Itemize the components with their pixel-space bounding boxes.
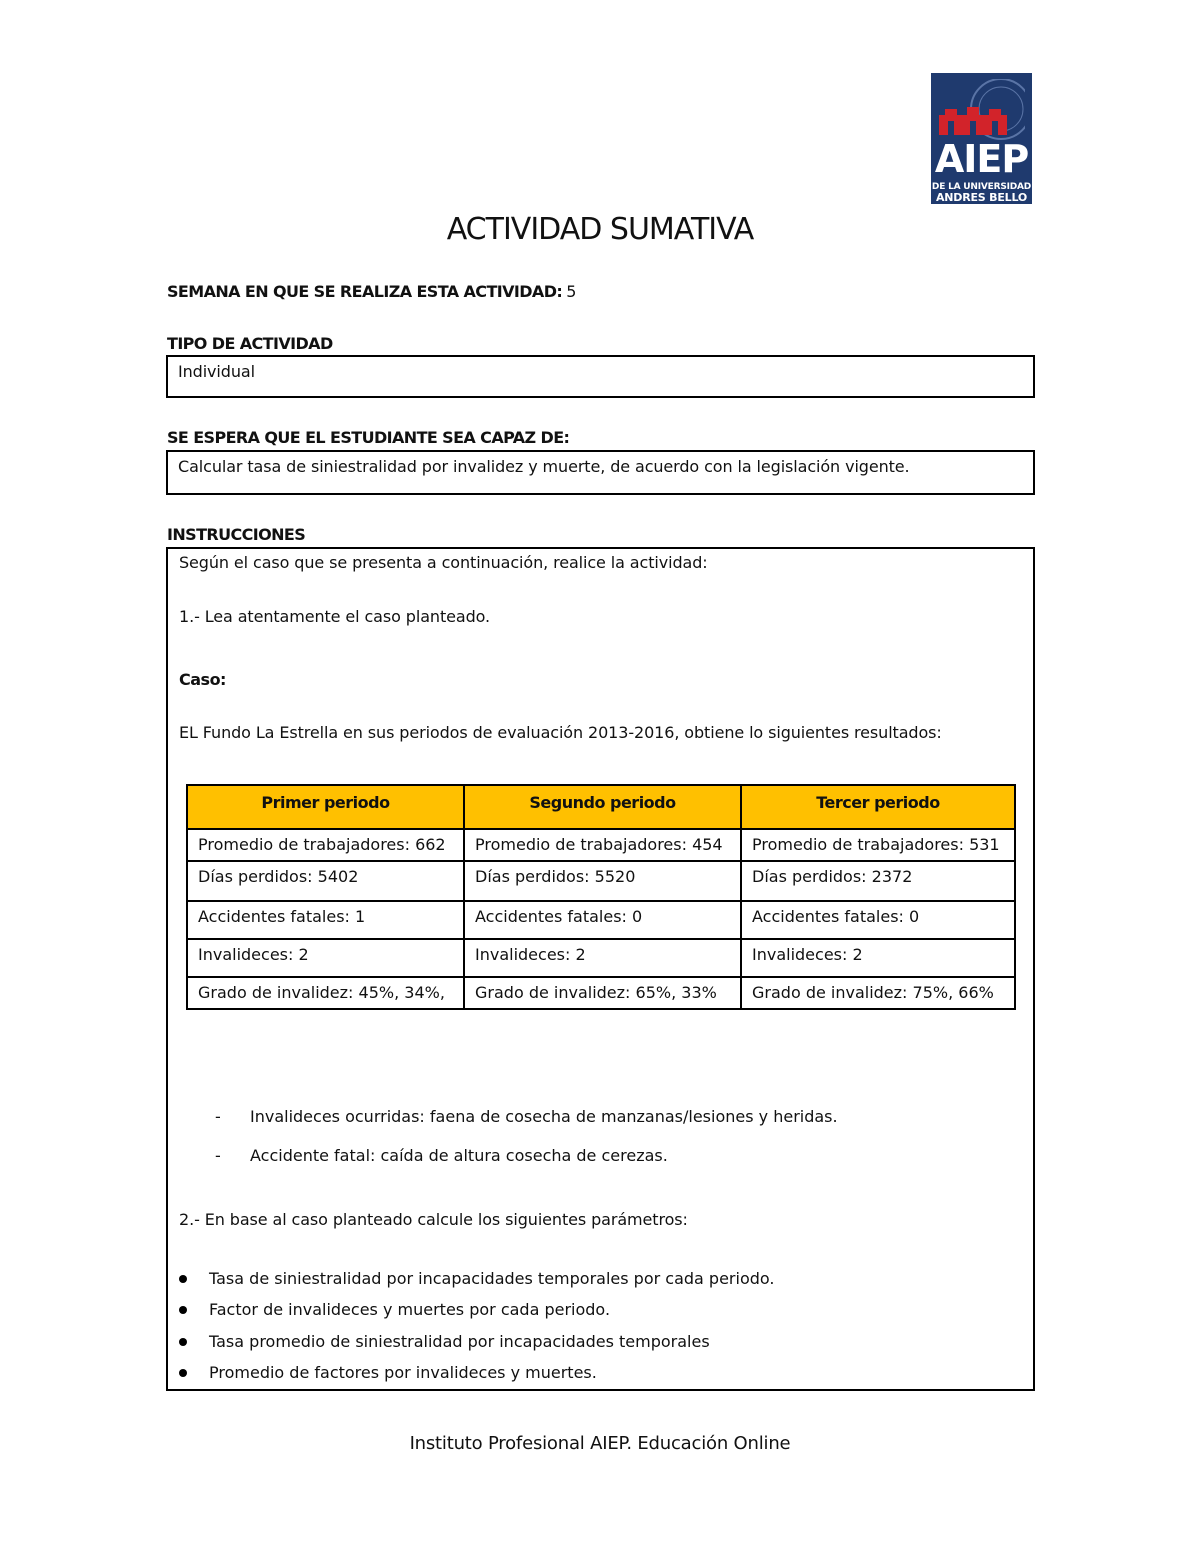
results-table	[186, 784, 1016, 1010]
table-header-row	[187, 785, 1015, 829]
caso-label: Caso:	[179, 670, 226, 689]
bullet-item: Promedio de factores por invalideces y muertes.	[179, 1363, 597, 1382]
table-cell: Días perdidos: 5402	[187, 861, 464, 901]
tipo-label: TIPO DE ACTIVIDAD	[167, 334, 333, 353]
table-row	[187, 829, 1015, 861]
note-item: - Invalideces ocurridas: faena de cosecha de manzanas/lesiones y heridas.	[215, 1107, 838, 1126]
building-icon	[939, 107, 1007, 135]
table-cell: Días perdidos: 2372	[741, 861, 1015, 901]
semana-label: SEMANA EN QUE SE REALIZA ESTA ACTIVIDAD:	[167, 282, 563, 301]
tipo-value: Individual	[178, 362, 255, 381]
instr-intro: Según el caso que se presenta a continuación, realice la actividad:	[179, 553, 708, 572]
table-cell: Grado de invalidez: 75%, 66%	[741, 977, 1015, 1009]
table-cell: Accidentes fatales: 0	[464, 901, 741, 939]
objetivo-value: Calcular tasa de siniestralidad por invalidez y muerte, de acuerdo con la legislación vigente.	[178, 457, 910, 476]
objetivo-label: SE ESPERA QUE EL ESTUDIANTE SEA CAPAZ DE:	[167, 428, 570, 447]
table-cell: Promedio de trabajadores: 662	[187, 829, 464, 861]
table-row	[187, 861, 1015, 901]
table-cell: Accidentes fatales: 0	[741, 901, 1015, 939]
objetivo-box	[166, 450, 1035, 495]
instr-step1: 1.- Lea atentamente el caso planteado.	[179, 607, 491, 626]
aiep-logo	[931, 73, 1032, 204]
page-footer: Instituto Profesional AIEP. Educación Online	[409, 1433, 791, 1454]
tipo-box	[166, 355, 1035, 398]
table-cell: Promedio de trabajadores: 531	[741, 829, 1015, 861]
logo-main-text: AIEP	[934, 137, 1029, 181]
instr-step2: 2.- En base al caso planteado calcule los siguientes parámetros:	[179, 1210, 688, 1229]
instrucciones-label: INSTRUCCIONES	[167, 525, 306, 544]
table-cell: Días perdidos: 5520	[464, 861, 741, 901]
semana-label-row	[167, 282, 576, 301]
logo-sub1-text: DE LA UNIVERSIDAD	[931, 182, 1032, 192]
bullet-item: Tasa de siniestralidad por incapacidades temporales por cada periodo.	[179, 1269, 774, 1288]
bullet-icon	[179, 1275, 187, 1283]
bullet-icon	[179, 1306, 187, 1314]
table-header: Primer periodo	[187, 785, 464, 829]
bullet-icon	[179, 1338, 187, 1346]
instrucciones-box	[166, 547, 1035, 1391]
table-cell: Accidentes fatales: 1	[187, 901, 464, 939]
table-cell: Invalideces: 2	[741, 939, 1015, 977]
semana-value: 5	[566, 282, 576, 301]
note-item: - Accidente fatal: caída de altura cosecha de cerezas.	[215, 1146, 668, 1165]
table-header: Tercer periodo	[741, 785, 1015, 829]
table-cell: Invalideces: 2	[464, 939, 741, 977]
table-cell: Grado de invalidez: 65%, 33%	[464, 977, 741, 1009]
caso-text: EL Fundo La Estrella en sus periodos de evaluación 2013-2016, obtiene lo siguientes resultados:	[179, 723, 942, 742]
bullet-item: Tasa promedio de siniestralidad por incapacidades temporales	[179, 1332, 710, 1351]
logo-sub2-text: ANDRES BELLO	[935, 191, 1028, 204]
table-row	[187, 939, 1015, 977]
table-row	[187, 977, 1015, 1009]
page-title: ACTIVIDAD SUMATIVA	[446, 212, 754, 247]
bullet-item: Factor de invalideces y muertes por cada periodo.	[179, 1300, 610, 1319]
bullet-icon	[179, 1369, 187, 1377]
table-row	[187, 901, 1015, 939]
table-cell: Invalideces: 2	[187, 939, 464, 977]
table-cell: Promedio de trabajadores: 454	[464, 829, 741, 861]
table-header: Segundo periodo	[464, 785, 741, 829]
table-cell: Grado de invalidez: 45%, 34%,	[187, 977, 464, 1009]
